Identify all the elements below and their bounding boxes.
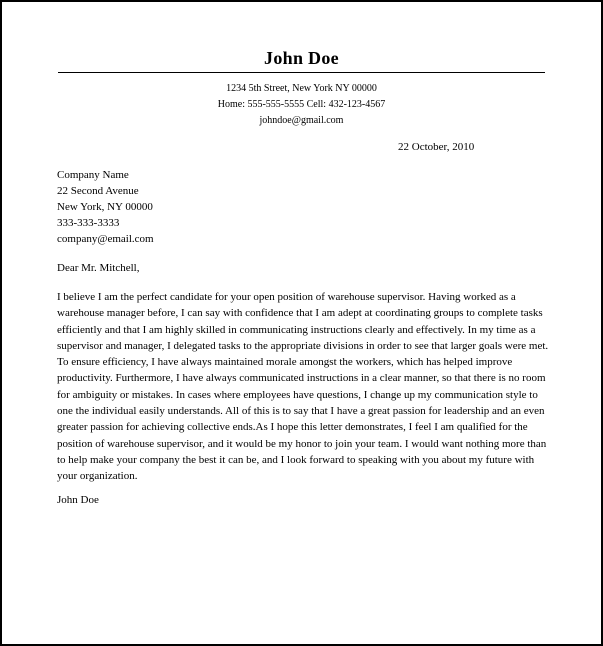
salutation: Dear Mr. Mitchell, xyxy=(57,262,140,274)
header-divider xyxy=(58,72,545,73)
sender-email: johndoe@gmail.com xyxy=(259,115,344,126)
letter-body: I believe I am the perfect candidate for your open position of warehouse supervisor. Having worked as a warehouse manager before, I can say with confidence that I am adept at coordinating groups to complete tasks efficiently and that I am highly skilled in communicating instructions clearly and effectively. In my time as a supervisor and manager, I delegated tasks to the appropriate divisions in order to see that larger goals were met. To ensure efficiency, I have always maintained morale amongst the workers, which has helped improve productivity. Furthermore, I have always communicated instructions in a clear manner, so that there is no room for ambiguity or mistakes. In cases where employees have questions, I change up my communication style to one the individual easily understands. All of this is to say that I have a great passion for leadership and an even greater passion for achieving collective ends.As I hope this letter demonstrates, I feel I am qualified for the position of warehouse supervisor, and it would be my honor to join your team. I would want nothing more than to help make your company the best it can be, and I look forward to speaking with you about my future with your organization. xyxy=(57,291,549,483)
recipient-company: Company Name xyxy=(57,169,129,181)
recipient-city: New York, NY 00000 xyxy=(57,201,153,213)
signature: John Doe xyxy=(57,494,99,506)
sender-name-heading: John Doe xyxy=(264,48,339,68)
sender-address: 1234 5th Street, New York NY 00000 xyxy=(226,83,377,94)
recipient-street: 22 Second Avenue xyxy=(57,185,139,197)
sender-phones: Home: 555-555-5555 Cell: 432-123-4567 xyxy=(217,99,386,110)
recipient-email: company@email.com xyxy=(57,233,154,245)
recipient-block xyxy=(57,167,154,247)
recipient-phone: 333-333-3333 xyxy=(57,217,120,229)
letter-date: 22 October, 2010 xyxy=(398,141,475,153)
